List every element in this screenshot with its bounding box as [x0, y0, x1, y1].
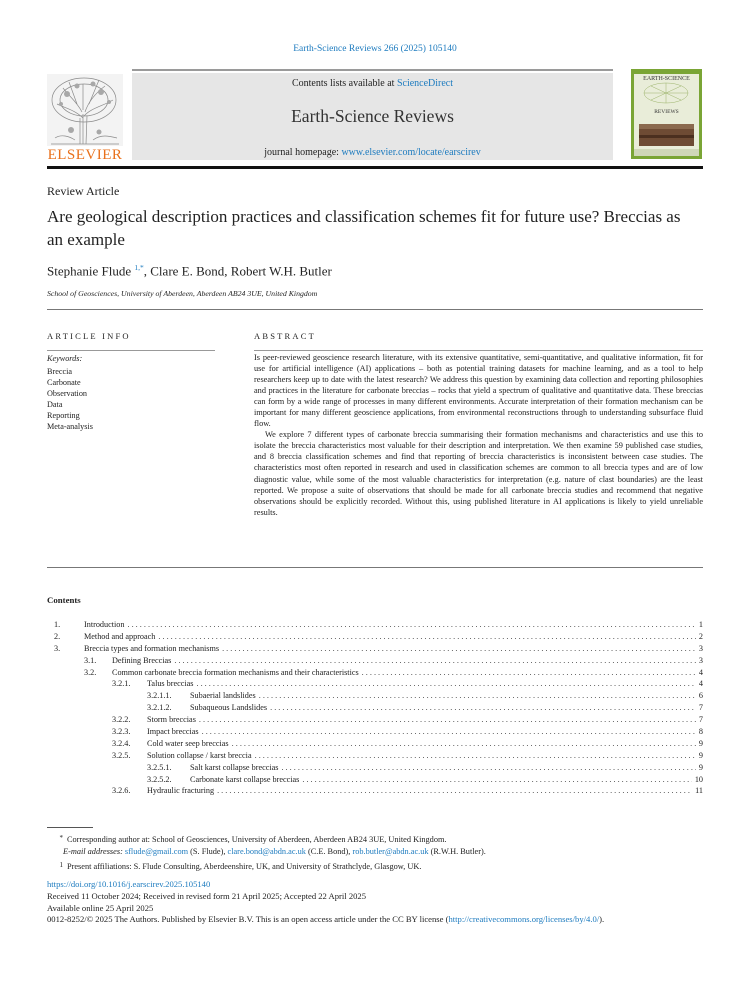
- email-owner: (S. Flude),: [188, 847, 228, 857]
- article-history: [47, 891, 604, 926]
- journal-reference-link[interactable]: Earth-Science Reviews 266 (2025) 105140: [293, 44, 457, 54]
- header-thick-rule: [47, 166, 703, 169]
- toc-entry-number: 1.: [54, 620, 61, 629]
- toc-entry-title[interactable]: Cold water seep breccias: [147, 738, 229, 748]
- toc-leader-dots: [362, 667, 696, 679]
- email-owner: (R.W.H. Butler).: [428, 847, 486, 857]
- online-date: Available online 25 April 2025: [47, 902, 154, 913]
- footnote-text: Corresponding author at: School of Geosciences, University of Aberdeen, Aberdeen AB24 3UE, United Kingdom.: [67, 835, 447, 844]
- keyword-item: Observation: [47, 389, 88, 398]
- footnote-rule: [47, 827, 93, 828]
- toc-leader-dots: [174, 655, 696, 667]
- toc-entry-page[interactable]: 3: [698, 655, 703, 665]
- toc-entry[interactable]: [47, 738, 703, 750]
- toc-entry[interactable]: [47, 714, 703, 726]
- toc-entry-number: 3.2.5.: [112, 750, 131, 760]
- email-owner: (C.E. Bond),: [305, 847, 353, 857]
- affiliation-footnote: [47, 859, 707, 873]
- article-type: Review Article: [47, 184, 120, 198]
- footnote-text: Present affiliations: S. Flude Consulting, Aberdeenshire, UK, and University of Strathclyde, Glasgow, UK.: [67, 861, 422, 871]
- homepage-prefix: journal homepage:: [264, 147, 342, 158]
- keywords-list: [47, 366, 93, 432]
- toc-entry-title[interactable]: Carbonate karst collapse breccias: [190, 774, 300, 784]
- table-of-contents: [47, 619, 703, 797]
- author-1[interactable]: Stephanie Flude: [47, 263, 132, 279]
- toc-entry-title[interactable]: Breccia types and formation mechanisms: [84, 643, 220, 653]
- toc-entry-title[interactable]: Method and approach: [84, 631, 156, 641]
- toc-entry-number: 2.: [54, 631, 61, 641]
- author-list: [47, 263, 332, 279]
- toc-entry[interactable]: [47, 726, 703, 738]
- toc-entry-page[interactable]: 11: [695, 786, 703, 796]
- elsevier-wordmark: ELSEVIER: [47, 147, 123, 163]
- toc-entry-title[interactable]: Hydraulic fracturing: [147, 786, 215, 796]
- keyword-item: Carbonate: [47, 378, 81, 387]
- footnote-mark: *: [59, 834, 63, 842]
- toc-entry-number: 3.: [54, 643, 61, 653]
- contents-heading: Contents: [47, 595, 81, 605]
- doi-link[interactable]: https://doi.org/10.1016/j.earscirev.2025.105140: [47, 879, 211, 889]
- toc-entry[interactable]: [47, 762, 703, 774]
- toc-entry-number: 3.2.1.2.: [147, 703, 172, 713]
- abstract-paragraph-2: We explore 7 different types of carbonate breccia summarising their formation mechanisms and characteristics and use this to isolate the breccia characteristics most valuable for their description and interpretation. We then examine 59 published case studies, and 8 breccia classification schemes and find that reporting of breccia characteristics is inconsistent between case studies. The characteristics most often reported in research and used in classification schemes are common to all breccia types and are of low diagnostic value, while some of the most valuable characteristics for interpretation (e.g. nature of clast boundaries) are the least reported. We propose a suite of observations that should be made for all carbonate breccia studies and recommend that negative observations should be explicitly recorded. Without this, using published literature in AI applications is likely to yield unreliable results.: [254, 430, 703, 517]
- toc-entry-title[interactable]: Solution collapse / karst breccia: [147, 750, 252, 760]
- toc-leader-dots: [281, 762, 695, 774]
- toc-entry-number: 3.2.6.: [112, 786, 131, 796]
- license-suffix: ).: [599, 914, 605, 925]
- cover-title-line-2: REVIEWS: [654, 109, 679, 115]
- toc-entry-title[interactable]: Subaerial landslides: [190, 691, 256, 701]
- email-footnote: [47, 846, 707, 858]
- toc-entry[interactable]: [47, 643, 703, 655]
- license-link[interactable]: http://creativecommons.org/licenses/by/4.0/: [448, 914, 600, 925]
- toc-leader-dots: [199, 714, 696, 726]
- toc-entry-page[interactable]: 7: [698, 703, 703, 713]
- toc-entry-page[interactable]: 1: [698, 620, 703, 629]
- toc-entry-page[interactable]: 6: [698, 691, 703, 701]
- toc-entry-page[interactable]: 9: [698, 738, 703, 748]
- journal-homepage-line: [132, 147, 613, 158]
- received-dates: Received 11 October 2024; Received in revised form 21 April 2025; Accepted 22 April 2025: [47, 891, 367, 901]
- email-link[interactable]: clare.bond@abdn.ac.uk: [227, 847, 306, 857]
- divider-rule: [47, 567, 703, 568]
- other-authors[interactable]: , Clare E. Bond, Robert W.H. Butler: [143, 263, 332, 279]
- toc-entry-title[interactable]: Subaqueous Landslides: [190, 703, 268, 713]
- toc-entry[interactable]: [47, 690, 703, 702]
- footnotes: [47, 832, 707, 873]
- keyword-item: Meta-analysis: [47, 422, 93, 431]
- contents-prefix: Contents lists available at: [291, 78, 397, 89]
- toc-entry[interactable]: [47, 655, 703, 667]
- header-top-rule: [132, 69, 613, 71]
- abstract-heading: ABSTRACT: [254, 331, 316, 341]
- toc-leader-dots: [222, 643, 696, 655]
- toc-entry-number: 3.2.2.: [112, 715, 131, 725]
- toc-leader-dots: [255, 750, 696, 762]
- toc-entry-number: 3.2.5.1.: [147, 762, 172, 772]
- toc-entry-title[interactable]: Salt karst collapse breccias: [190, 762, 279, 772]
- toc-leader-dots: [202, 726, 696, 738]
- license-line: [47, 914, 604, 926]
- toc-leader-dots: [158, 631, 696, 643]
- toc-entry-title[interactable]: Common carbonate breccia formation mechanisms and their characteristics: [112, 667, 359, 677]
- toc-leader-dots: [127, 619, 695, 631]
- toc-entry[interactable]: [47, 702, 703, 714]
- toc-leader-dots: [270, 702, 696, 714]
- toc-entry[interactable]: [47, 667, 703, 679]
- toc-entry-page[interactable]: 10: [694, 774, 703, 784]
- toc-entry[interactable]: [47, 750, 703, 762]
- toc-entry-title[interactable]: Storm breccias: [147, 715, 196, 725]
- toc-entry-page[interactable]: 4: [698, 679, 703, 689]
- affiliation: School of Geosciences, University of Aberdeen, Aberdeen AB24 3UE, United Kingdom: [47, 289, 318, 298]
- divider-rule: [47, 309, 703, 310]
- toc-entry[interactable]: [47, 619, 703, 631]
- keyword-item: Reporting: [47, 411, 80, 420]
- toc-leader-dots: [259, 690, 696, 702]
- email-link[interactable]: sflude@gmail.com: [124, 847, 189, 857]
- toc-entry[interactable]: [47, 678, 703, 690]
- cover-title-line-1: EARTH-SCIENCE: [643, 76, 690, 82]
- elsevier-logo: [47, 74, 123, 162]
- article-title: Are geological description practices and classification schemes fit for future use? Breccias as an example: [47, 207, 681, 249]
- toc-leader-dots: [302, 774, 691, 786]
- toc-entry-page[interactable]: 2: [698, 631, 703, 641]
- keyword-item: Data: [47, 400, 63, 409]
- corresponding-author-footnote: [47, 832, 707, 846]
- email-link[interactable]: rob.butler@abdn.ac.uk: [352, 847, 429, 857]
- abstract-rule: [254, 350, 703, 351]
- toc-entry[interactable]: [47, 785, 703, 797]
- author-1-footnote-marks[interactable]: 1,*: [134, 263, 144, 272]
- toc-entry-number: 3.2.1.: [112, 679, 131, 689]
- toc-entry-number: 3.2.3.: [112, 727, 131, 737]
- toc-entry-title[interactable]: Talus breccias: [147, 679, 194, 689]
- journal-banner: [132, 73, 613, 160]
- contents-available-line: [132, 78, 613, 89]
- keywords-label: Keywords:: [47, 354, 83, 363]
- toc-entry-number: 3.2.4.: [112, 738, 131, 748]
- toc-entry[interactable]: [47, 631, 703, 643]
- license-text: 0012-8252/© 2025 The Authors. Published by Elsevier B.V. This is an open access article under the CC BY license (: [47, 914, 449, 925]
- keyword-item: Breccia: [47, 367, 72, 376]
- toc-entry-title[interactable]: Introduction: [84, 620, 125, 629]
- toc-entry-number: 3.2.5.2.: [147, 774, 172, 784]
- journal-homepage-link[interactable]: www.elsevier.com/locate/earscirev: [341, 147, 481, 158]
- sciencedirect-link[interactable]: ScienceDirect: [396, 78, 454, 89]
- abstract-paragraph-1: Is peer-reviewed geoscience research literature, with its extensive quantitative, semi-quantitative, and qualitative information, fit for use for artificial intelligence (AI) applications – both as potential training datasets for machine learning, and as a tool to help researchers keep up to date with the latest research? We address this question by examining data collection and reporting philosophies and practices in the literature for carbonate breccias – rocks that yield a spectrum of qualitative and quantitative data. These breccias can form by a wide range of processes in many different environments. Accurate interpretation of their formation mechanism can be important for many different geoscience applications, from environmental reconstructions through to understanding subsurface fluid flow.: [254, 353, 703, 429]
- toc-entry-title[interactable]: Impact breccias: [147, 727, 199, 737]
- toc-entry-page[interactable]: 9: [698, 762, 703, 772]
- journal-name: Earth-Science Reviews: [291, 106, 454, 126]
- toc-entry-page[interactable]: 8: [698, 727, 703, 737]
- article-info-rule: [47, 350, 215, 351]
- toc-leader-dots: [217, 785, 692, 797]
- toc-leader-dots: [232, 738, 696, 750]
- toc-entry-page[interactable]: 3: [698, 643, 703, 653]
- toc-entry[interactable]: [47, 774, 703, 786]
- toc-entry-number: 3.2.1.1.: [147, 691, 172, 701]
- abstract-body: [254, 352, 703, 518]
- journal-cover-thumbnail[interactable]: [631, 69, 702, 159]
- footnote-mark: 1: [59, 860, 63, 869]
- toc-entry-page[interactable]: 7: [698, 715, 703, 725]
- toc-leader-dots: [196, 678, 695, 690]
- toc-entry-page[interactable]: 9: [698, 750, 703, 760]
- toc-entry-title[interactable]: Defining Breccias: [112, 655, 172, 665]
- article-info-heading: ARTICLE INFO: [47, 331, 131, 341]
- toc-entry-number: 3.1.: [84, 655, 97, 665]
- email-label: E-mail addresses:: [63, 847, 125, 857]
- toc-entry-page[interactable]: 4: [698, 667, 703, 677]
- toc-entry-number: 3.2.: [84, 667, 97, 677]
